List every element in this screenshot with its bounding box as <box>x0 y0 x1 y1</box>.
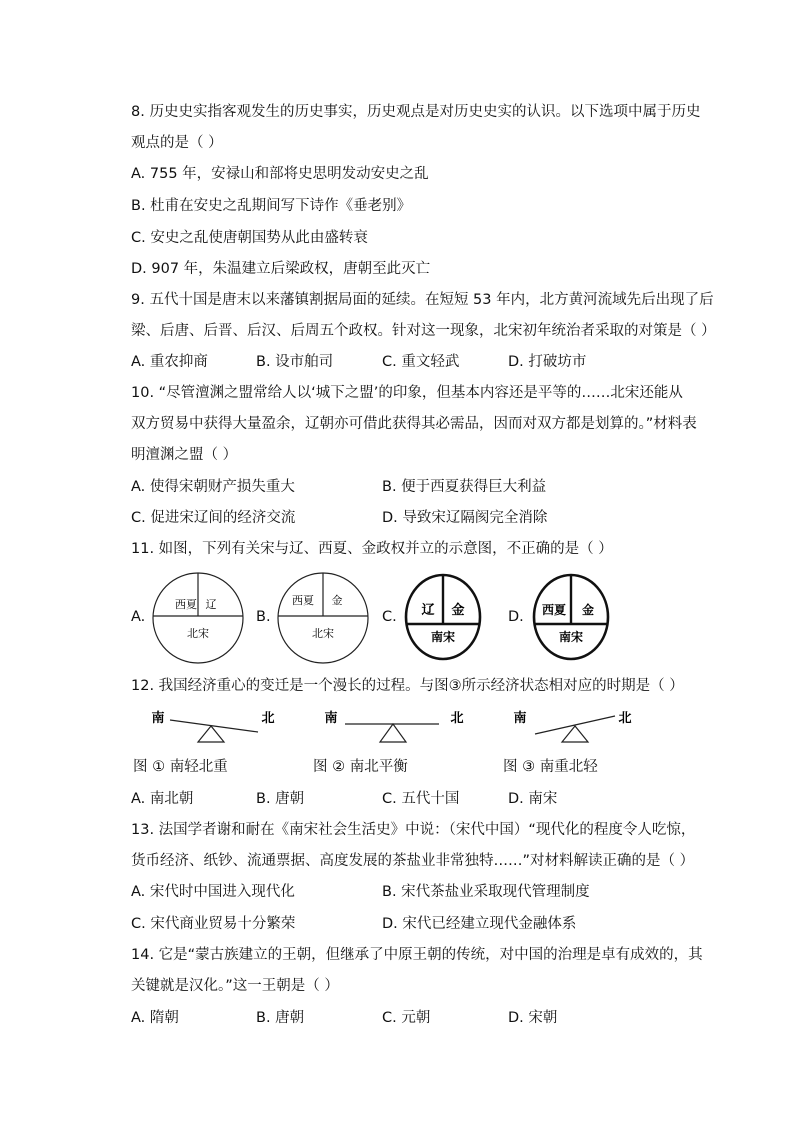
q9-stem-line1: 9. 五代十国是唐末以来藩镇割据局面的延续。在短短 53 年内，北方黄河流域先后出现了后 <box>131 292 714 308</box>
q10-stem-line2: 双方贸易中获得大量盈余，辽朝亦可借此获得其必需品，因而对双方都是划算的。”材料表 <box>131 416 697 432</box>
q11-b-right: 金 <box>331 594 343 607</box>
q9-option-d: D. 打破坊市 <box>508 354 587 370</box>
q10-stem-line1: 10. “尽管澶渊之盟常给人以‘城下之盟’的印象，但基本内容还是平等的……北宋还能从 <box>131 385 683 401</box>
q13-option-a: A. 宋代时中国进入现代化 <box>131 884 295 900</box>
q14-option-b: B. 唐朝 <box>256 1010 305 1026</box>
q9-option-b: B. 设市舶司 <box>256 354 334 370</box>
q12-option-b: B. 唐朝 <box>256 791 305 807</box>
q10-option-b: B. 便于西夏获得巨大利益 <box>382 479 547 495</box>
q11-d-right: 金 <box>581 603 595 617</box>
q8-option-c: C. 安史之乱使唐朝国势从此由盛转衰 <box>131 230 368 246</box>
q8-stem-line2: 观点的是（ ） <box>131 135 223 151</box>
q11-b-bottom: 北宋 <box>312 627 334 640</box>
q12-figure-1-caption: 图 ① 南轻北重 <box>133 759 228 775</box>
q10-stem-line3: 明澶渊之盟（ ） <box>131 447 238 463</box>
q14-option-a: A. 隋朝 <box>131 1010 179 1026</box>
q11-option-d-label: D. <box>508 609 524 625</box>
q8-option-b: B. 杜甫在安史之乱期间写下诗作《垂老别》 <box>131 198 412 214</box>
q11-d-left: 西夏 <box>541 603 567 617</box>
q13-option-b: B. 宋代茶盐业采取现代管理制度 <box>382 884 590 900</box>
q13-option-c: C. 宋代商业贸易十分繁荣 <box>131 916 296 932</box>
q13-stem-line1: 13. 法国学者谢和耐在《南宋社会生活史》中说：（宋代中国）“现代化的程度令人吃惊， <box>131 822 696 838</box>
q11-stem-line1: 11. 如图，下列有关宋与辽、西夏、金政权并立的示意图，不正确的是（ ） <box>131 541 613 557</box>
q11-circle-d <box>530 572 612 662</box>
q10-option-a: A. 使得宋朝财产损失重大 <box>131 479 295 495</box>
q12-figure-2-balance <box>315 702 475 748</box>
q12-figure-2-caption: 图 ② 南北平衡 <box>313 759 408 775</box>
q11-d-bottom: 南宋 <box>558 630 584 644</box>
q11-a-bottom: 北宋 <box>187 627 209 640</box>
q12-option-d: D. 南宋 <box>508 791 558 807</box>
q8-option-d: D. 907 年，朱温建立后梁政权，唐朝至此灭亡 <box>131 261 431 277</box>
q14-stem-line1: 14. 它是“蒙古族建立的王朝，但继承了中原王朝的传统，对中国的治理是卓有成效的，其 <box>131 947 703 963</box>
q11-option-a-label: A. <box>131 609 146 625</box>
q11-c-right: 金 <box>451 603 465 618</box>
q11-c-bottom: 南宋 <box>430 630 456 644</box>
q12-figure-3-caption: 图 ③ 南重北轻 <box>503 759 598 775</box>
q9-stem-line2: 梁、后唐、后晋、后汉、后周五个政权。针对这一现象，北宋初年统治者采取的对策是（ ） <box>131 323 716 339</box>
q12-fig2-north: 北 <box>450 711 464 726</box>
q12-fig1-south: 南 <box>151 711 165 726</box>
q10-option-d: D. 导致宋辽隔阂完全消除 <box>382 510 548 526</box>
q11-option-b-label: B. <box>256 609 271 625</box>
q11-circle-b <box>275 570 371 666</box>
q9-option-a: A. 重农抑商 <box>131 354 208 370</box>
q10-option-c: C. 促进宋辽间的经济交流 <box>131 510 296 526</box>
q12-option-c: C. 五代十国 <box>382 791 460 807</box>
q11-c-left: 辽 <box>421 603 435 618</box>
q11-option-c-label: C. <box>382 609 397 625</box>
q12-option-a: A. 南北朝 <box>131 791 194 807</box>
q14-option-d: D. 宋朝 <box>508 1010 558 1026</box>
q12-fig3-north: 北 <box>618 711 632 726</box>
q11-circle-a <box>150 570 246 666</box>
q12-figure-1-balance <box>140 702 290 748</box>
q13-option-d: D. 宋代已经建立现代金融体系 <box>382 916 577 932</box>
q11-a-right: 辽 <box>205 598 217 611</box>
q11-circle-c <box>402 572 484 662</box>
q9-option-c: C. 重文轻武 <box>382 354 460 370</box>
q13-stem-line2: 货币经济、纸钞、流通票据、高度发展的茶盐业非常独特……”对材料解读正确的是（ ） <box>131 853 695 869</box>
q8-option-a: A. 755 年，安禄山和部将史思明发动安史之乱 <box>131 166 429 182</box>
q8-stem-line1: 8. 历史史实指客观发生的历史事实，历史观点是对历史史实的认识。以下选项中属于历史 <box>131 104 701 120</box>
q12-stem-line1: 12. 我国经济重心的变迁是一个漫长的过程。与图③所示经济状态相对应的时期是（ ） <box>131 678 684 694</box>
q14-stem-line2: 关键就是汉化。”这一王朝是（ ） <box>131 978 339 994</box>
q12-figure-3-balance <box>505 702 645 748</box>
q12-fig3-south: 南 <box>513 711 527 726</box>
q11-b-left: 西夏 <box>292 594 314 607</box>
q12-fig2-south: 南 <box>324 711 338 726</box>
q12-fig1-north: 北 <box>261 711 275 726</box>
q11-a-left: 西夏 <box>175 598 197 611</box>
q14-option-c: C. 元朝 <box>382 1010 431 1026</box>
